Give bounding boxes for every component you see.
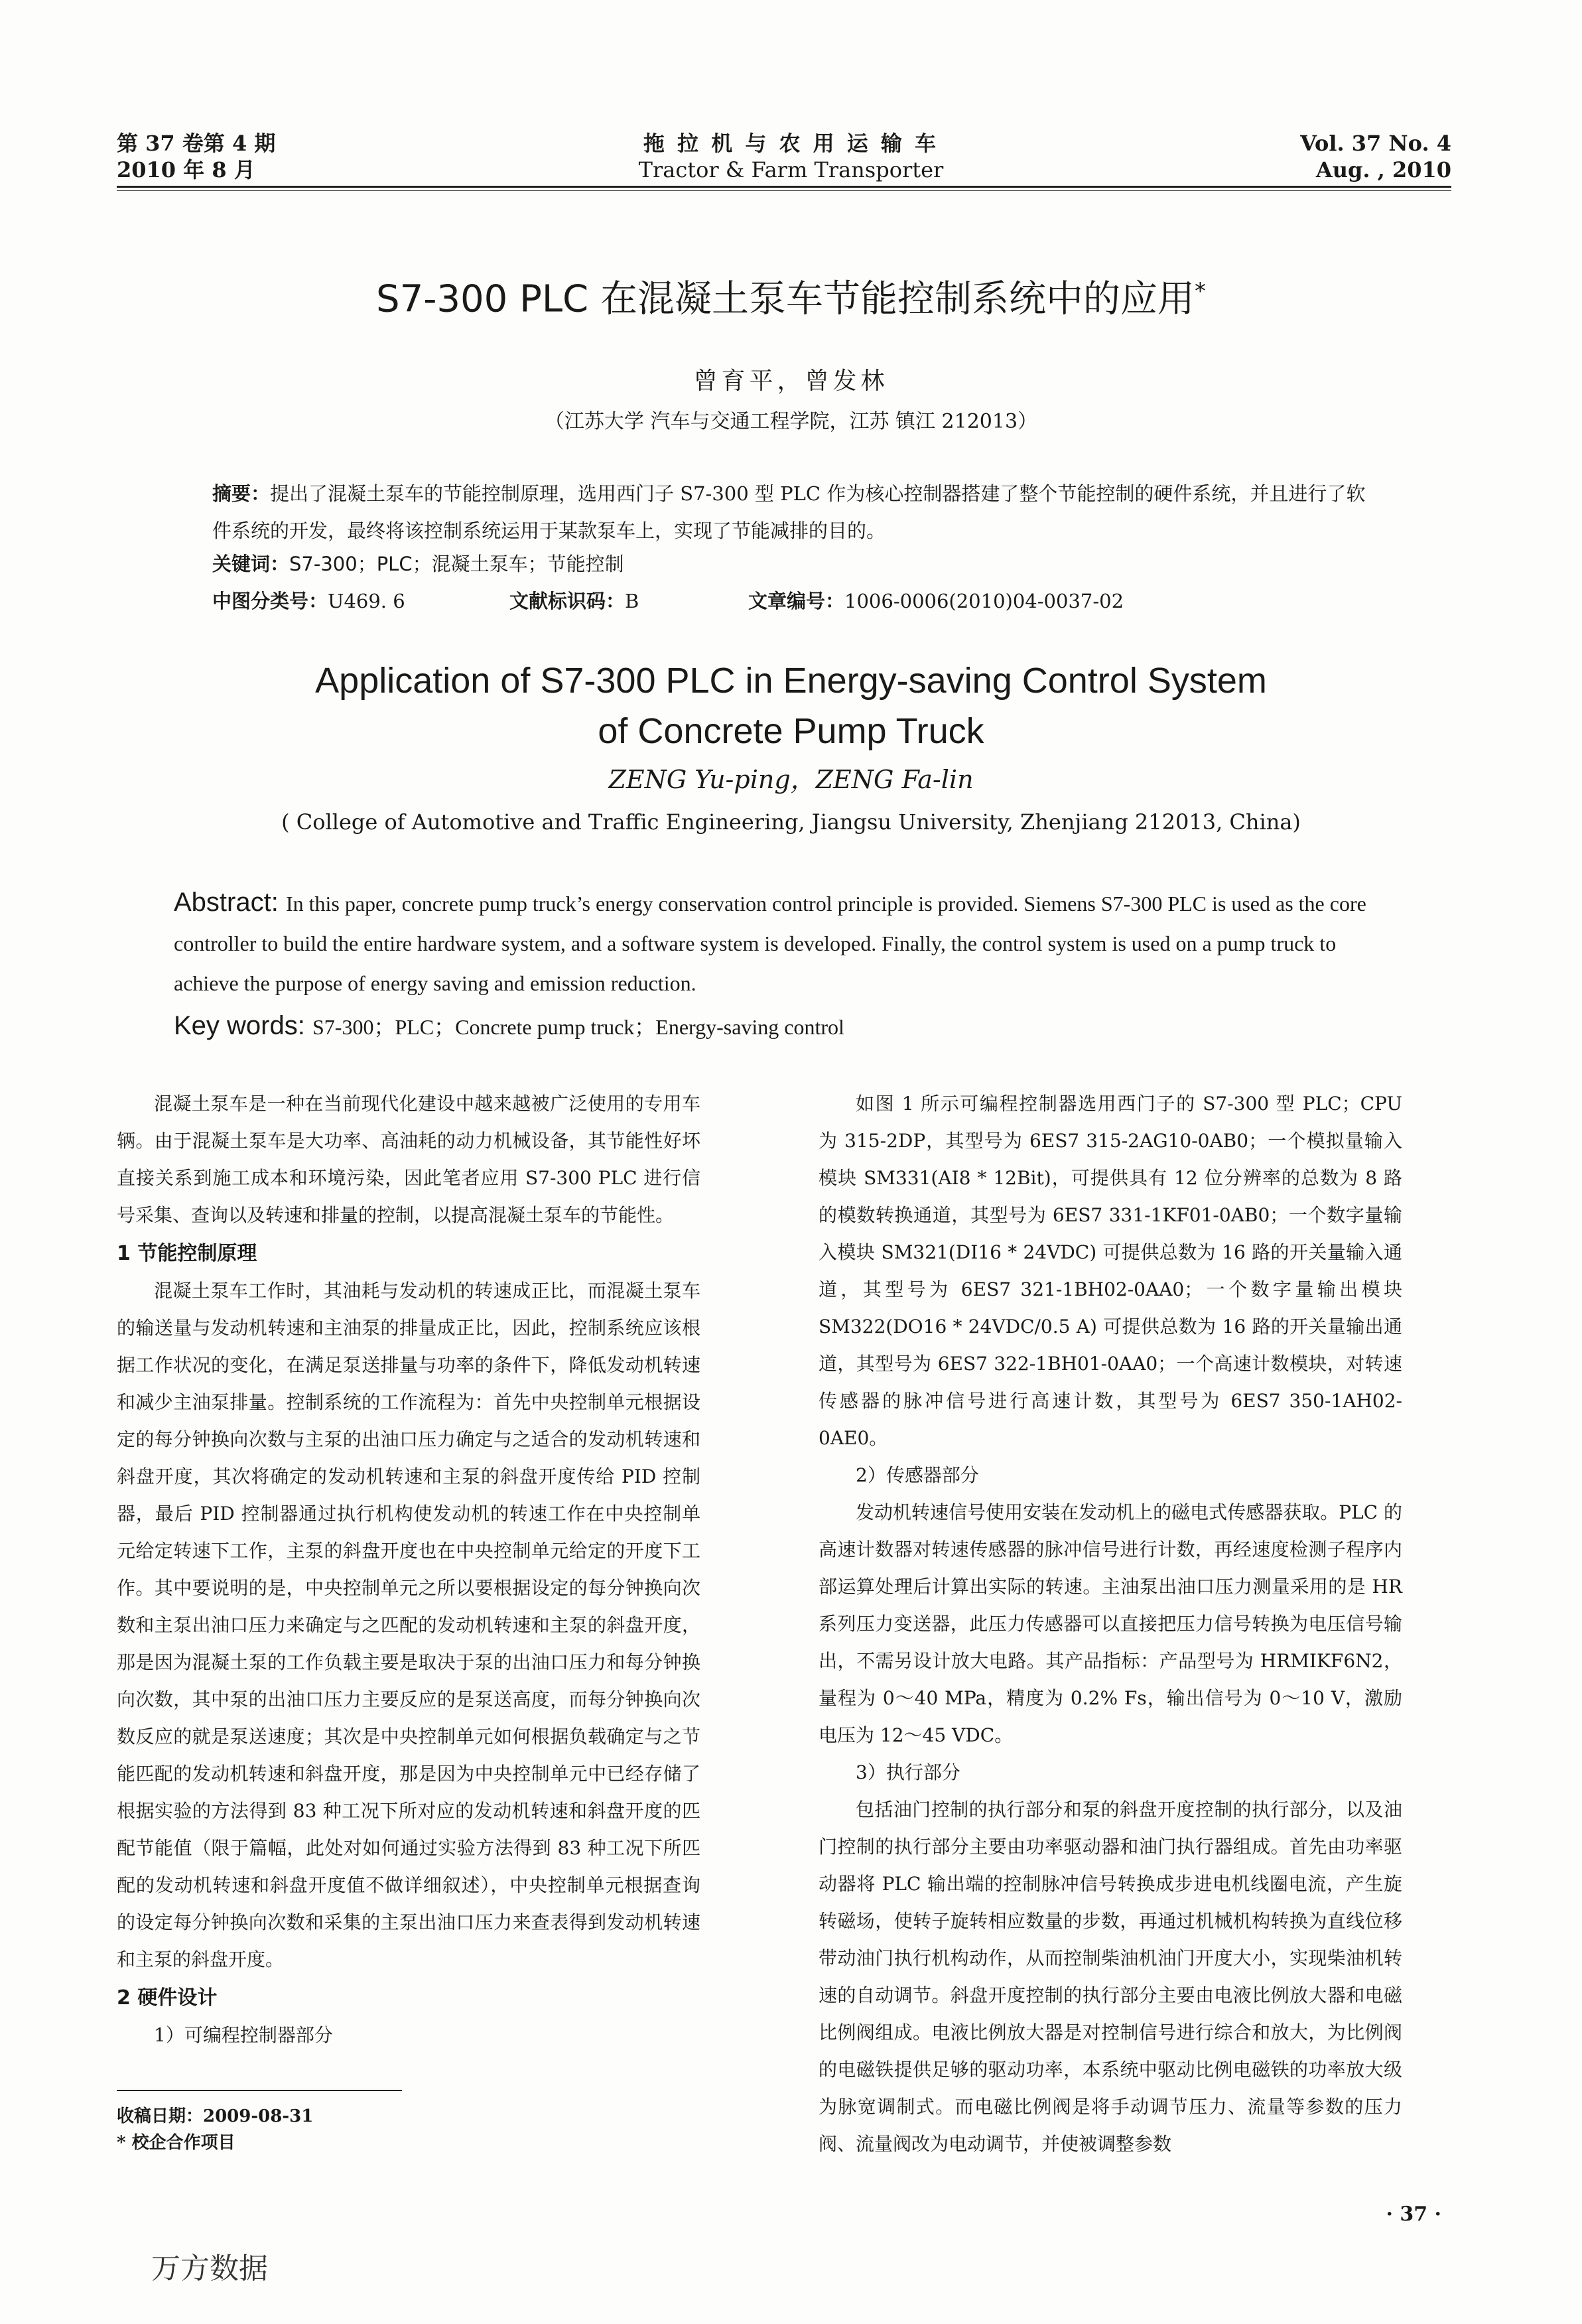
actuator-paragraph: 包括油门控制的执行部分和泵的斜盘开度控制的执行部分，以及油门控制的执行部分主要由功率驱动器和油门执行器组成。首先由功率驱动器将 PLC 输出端的控制脉冲信号转换成步进电机线圈电流，产生旋转磁场，使转子旋转相应数量的步数，再通过机械机构转换为直线位移带动油门执行机构动作，从而控制柴油机油门开度大小，实现柴油机转速的自动调节。斜盘开度控制的执行部分主要由电液比例放大器和电磁比例阀组成。电液比例放大器是对控制信号进行综合和放大，为比例阀的电磁铁提供足够的驱动功率，本系统中驱动比例电磁铁的功率放大级为脉宽调制式。而电磁比例阀是将手动调节压力、流量等参数的压力阀、流量阀改为电动调节，并使被调整参数	[819, 1799, 1402, 2155]
journal-name-en: Tractor & Farm Transporter	[638, 157, 944, 182]
affiliation-cn: （江苏大学 汽车与交通工程学院，江苏 镇江 212013）	[544, 410, 1038, 433]
funding-note: * 校企合作项目	[117, 2133, 235, 2153]
subsection-plc: 1）可编程控制器部分	[154, 2024, 333, 2046]
paper-title-en-line1: Application of S7-300 PLC in Energy-saving Control System	[315, 661, 1267, 701]
journal-issue-en	[1300, 130, 1451, 183]
journal-name-cn: 拖 拉 机 与 农 用 运 输 车	[643, 131, 939, 156]
sensor-paragraph: 发动机转速信号使用安装在发动机上的磁电式传感器获取。PLC 的高速计数器对转速传感器的脉冲信号进行计数，再经速度检测子程序内部运算处理后计算出实际的转速。主油泵出油口压力测量采用的是 HR 系列压力变送器，此压力传感器可以直接把压力信号转换为电压信号输出，不需另设计放大电路。其产品指标：产品型号为 HRMIKF6N2，量程为 0～40 MPa，精度为 0.2% Fs，输出信号为 0～10 V，激励电压为 12～45 VDC。	[819, 1501, 1402, 1746]
page-number: · 37 ·	[1386, 2203, 1441, 2226]
plc-paragraph: 如图 1 所示可编程控制器选用西门子的 S7-300 型 PLC；CPU 为 315-2DP，其型号为 6ES7 315-2AG10-0AB0；一个模拟量输入模块 SM331(AI8 * 12Bit)，可提供具有 12 位分辨率的总数为 8 路的模数转换通道，其型号为 6ES7 331-1KF01-0AB0；一个数字量输入模块 SM321(DI16 * 24VDC) 可提供总数为 16 路的开关量输入通道，其型号为 6ES7 321-1BH02-0AA0；一个数字量输出模块 SM322(DO16 * 24VDC/0.5 A) 可提供总数为 16 路的开关量输出通道，其型号为 6ES7 322-1BH01-0AA0；一个高速计数模块，对转速传感器的脉冲信号进行高速计数，其型号为 6ES7 350-1AH02-0AE0。	[819, 1093, 1402, 1449]
received-date: 收稿日期：2009-08-31	[117, 2106, 314, 2126]
classification-value: U469. 6	[328, 590, 405, 612]
authors-en: ZENG Yu-ping，ZENG Fa-lin	[608, 765, 974, 794]
subsection-sensor: 2）传感器部分	[856, 1464, 979, 1486]
keywords-cn	[212, 551, 624, 577]
paper-title-en	[0, 655, 1582, 756]
subsection-actuator: 3）执行部分	[856, 1761, 960, 1783]
keywords-en-label: Key words	[174, 1011, 298, 1040]
abstract-cn-label: 摘要：	[212, 482, 271, 505]
classification-label: 中图分类号：	[212, 590, 328, 612]
document-code	[509, 588, 639, 614]
journal-date: 2010 年 8 月	[117, 157, 255, 182]
title-footnote-mark: *	[1194, 278, 1206, 305]
intro-paragraph: 混凝土泵车是一种在当前现代化建设中越来越被广泛使用的专用车辆。由于混凝土泵车是大功率、高油耗的动力机械设备，其节能性好坏直接关系到施工成本和环境污染，因此笔者应用 S7-300 PLC 进行信号采集、查询以及转速和排量的控制，以提高混凝土泵车的节能性。	[117, 1093, 700, 1226]
section-heading-2: 2 硬件设计	[117, 1986, 218, 2010]
footnote	[117, 2103, 313, 2156]
body-right-column	[819, 1085, 1402, 2163]
journal-volume: 第 37 卷第 4 期	[117, 131, 276, 156]
affiliation-en: ( College of Automotive and Traffic Engineering, Jiangsu University, Zhenjiang 212013, China)	[281, 809, 1301, 835]
abstract-en: Abstract: In this paper, concrete pump truck’s energy conservation control principle is provided. Siemens S7-300 PLC is used as the core controller to build the entire hardware system, and a software system is developed. Finally, the control system is used on a pump truck to achieve the purpose of energy saving and emission reduction.	[174, 888, 1366, 995]
body-left-column	[117, 1085, 700, 2054]
watermark-wanfang: 万方数据	[151, 2252, 268, 2286]
paper-title-en-line2: of Concrete Pump Truck	[598, 711, 984, 751]
section-1-paragraph: 混凝土泵车工作时，其油耗与发动机的转速成正比，而混凝土泵车的输送量与发动机转速和主油泵的排量成正比，因此，控制系统应该根据工作状况的变化，在满足泵送排量与功率的条件下，降低发动机转速和减少主油泵排量。控制系统的工作流程为：首先中央控制单元根据设定的每分钟换向次数与主泵的出油口压力确定与之适合的发动机转速和斜盘开度，其次将确定的发动机转速和主泵的斜盘开度传给 PID 控制器，最后 PID 控制器通过执行机构使发动机的转速工作在中央控制单元给定转速下工作，主泵的斜盘开度也在中央控制单元给定的开度下工作。其中要说明的是，中央控制单元之所以要根据设定的每分钟换向次数和主泵出油口压力来确定与之匹配的发动机转速和主泵的斜盘开度，那是因为混凝土泵的工作负载主要是取决于泵的出油口压力和每分钟换向次数，其中泵的出油口压力主要反应的是泵送高度，而每分钟换向次数反应的就是泵送速度；其次是中央控制单元如何根据负载确定与之节能匹配的发动机转速和斜盘开度，那是因为中央控制单元中已经存储了根据实验的方法得到 83 种工况下所对应的发动机转速和斜盘开度的匹配节能值（限于篇幅，此处对如何通过实验方法得到 83 种工况下所匹配的发动机转速和斜盘开度值不做详细叙述），中央控制单元根据查询的设定每分钟换向次数和采集的主泵出油口压力来查表得到发动机转速和主泵的斜盘开度。	[117, 1280, 700, 1970]
section-heading-1: 1 节能控制原理	[117, 1242, 257, 1265]
classification-number	[212, 588, 405, 614]
paper-title-cn	[0, 268, 1582, 323]
keywords-cn-text: S7-300；PLC；混凝土泵车；节能控制	[289, 553, 624, 575]
journal-date-en: Aug. , 2010	[1315, 157, 1451, 182]
article-no-value: 1006-0006(2010)04-0037-02	[844, 590, 1124, 612]
header-rule	[117, 186, 1451, 188]
doc-code-label: 文献标识码：	[509, 590, 626, 612]
keywords-en-text: S7-300；PLC；Concrete pump truck；Energy-saving control	[312, 1015, 844, 1039]
article-number	[748, 588, 1124, 614]
keywords-en: Key words: S7-300；PLC；Concrete pump truck；Energy-saving control	[174, 1011, 844, 1040]
abstract-cn-text: 提出了混凝土泵车的节能控制原理，选用西门子 S7-300 型 PLC 作为核心控制器搭建了整个节能控制的硬件系统，并且进行了软件系统的开发，最终将该控制系统运用于某款泵车上，实现了节能减排的目的。	[212, 482, 1366, 542]
doc-code-value: B	[625, 590, 639, 612]
abstract-cn	[212, 475, 1373, 549]
header-rule-thin	[117, 190, 1451, 191]
abstract-en-label: Abstract	[174, 888, 271, 917]
article-no-label: 文章编号：	[748, 590, 845, 612]
keywords-cn-label: 关键词：	[212, 553, 290, 575]
authors-cn: 曾育平，曾发林	[693, 368, 889, 395]
abstract-en-text: In this paper, concrete pump truck’s energy conservation control principle is provided. Siemens S7-300 PLC is used as the core controller to build the entire hardware system, and a software system is developed. Finally, the control system is used on a pump truck to achieve the purpose of energy saving and emission reduction.	[174, 892, 1366, 995]
paper-title-cn-text: S7-300 PLC 在混凝土泵车节能控制系统中的应用	[376, 277, 1195, 321]
journal-volume-en: Vol. 37 No. 4	[1300, 131, 1451, 156]
footnote-rule	[117, 2090, 402, 2091]
